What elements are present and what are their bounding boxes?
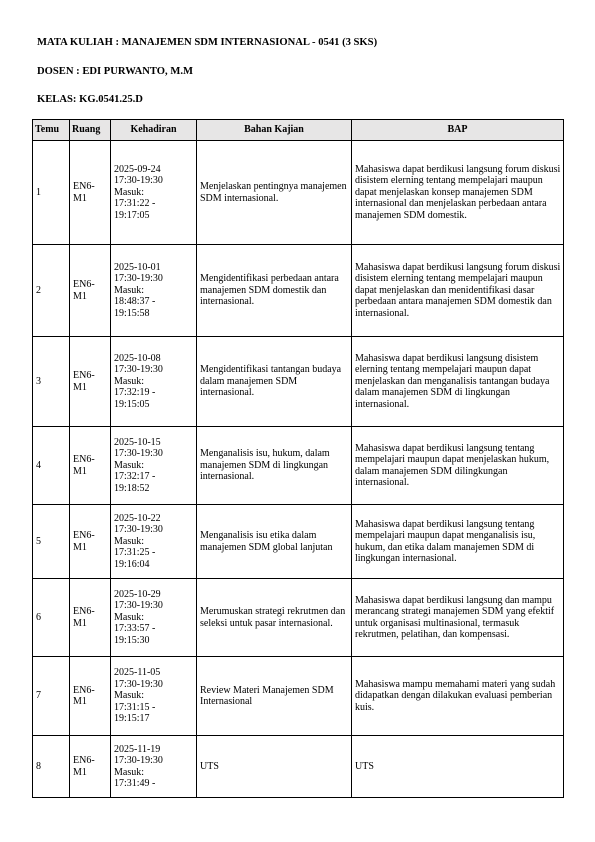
cell-kehadiran-line: 2025-10-29 [114, 588, 161, 600]
cell-kehadiran-line: Masuk: [114, 611, 144, 623]
cell-bahan-kajian: Merumuskan strategi rekrutmen dan seleksi untuk pasar internasional. [197, 579, 352, 657]
table-row [33, 141, 564, 245]
cell-kehadiran-line: 17:31:15 - [114, 701, 156, 713]
cell-kehadiran-line: 17:30-19:30 [114, 448, 163, 460]
table-row [33, 427, 564, 505]
cell-kehadiran-line: 17:31:22 - [114, 198, 156, 210]
cell-ruang [70, 736, 111, 798]
cell-kehadiran [111, 427, 197, 505]
cell-bahan-kajian: Menjelaskan pentingnya manajemen SDM internasional. [197, 141, 352, 245]
cell-kehadiran [111, 337, 197, 427]
cell-kehadiran-line: 2025-10-08 [114, 352, 161, 364]
cell-ruang-line: EN6- [73, 370, 95, 382]
cell-ruang-line: EN6- [73, 684, 95, 696]
table-row [33, 337, 564, 427]
cell-ruang-line: M1 [73, 192, 87, 204]
cell-kehadiran [111, 579, 197, 657]
cell-bap: Mahasiswa dapat berdikusi langsung tentang mempelajari maupun dapat menjelaskan hukum, dalam manajemen SDM dilingkungan internasional. [352, 427, 564, 505]
col-header-bap: BAP [352, 120, 564, 141]
cell-kehadiran [111, 736, 197, 798]
cell-kehadiran [111, 505, 197, 579]
cell-kehadiran-line: 19:15:30 [114, 634, 150, 646]
cell-temu: 2 [33, 245, 70, 337]
table-row [33, 245, 564, 337]
cell-kehadiran-line: Masuk: [114, 284, 144, 296]
class-code: KELAS: KG.0541.25.D [37, 94, 143, 105]
cell-ruang-line: M1 [73, 766, 87, 778]
cell-ruang-line: EN6- [73, 279, 95, 291]
cell-ruang-line: EN6- [73, 606, 95, 618]
cell-bahan-kajian: Mengidentifikasi tantangan budaya dalam manajemen SDM internasional. [197, 337, 352, 427]
cell-ruang-line: EN6- [73, 530, 95, 542]
cell-kehadiran-line: 2025-11-19 [114, 743, 161, 755]
cell-kehadiran-line: 2025-10-01 [114, 261, 161, 273]
cell-kehadiran-line: Masuk: [114, 690, 144, 702]
cell-temu: 3 [33, 337, 70, 427]
cell-kehadiran-line: 17:30-19:30 [114, 755, 163, 767]
cell-temu: 4 [33, 427, 70, 505]
cell-kehadiran-line: Masuk: [114, 766, 144, 778]
cell-bahan-kajian: Menganalisis isu, hukum, dalam manajemen SDM di lingkungan internasional. [197, 427, 352, 505]
table-row [33, 736, 564, 798]
cell-kehadiran-line: 17:30-19:30 [114, 364, 163, 376]
cell-ruang-line: EN6- [73, 755, 95, 767]
cell-ruang [70, 141, 111, 245]
cell-kehadiran-line: 17:30-19:30 [114, 600, 163, 612]
cell-ruang-line: M1 [73, 617, 87, 629]
cell-bahan-kajian: Mengidentifikasi perbedaan antara manajemen SDM domestik dan internasional. [197, 245, 352, 337]
cell-kehadiran-line: Masuk: [114, 186, 144, 198]
cell-ruang-line: M1 [73, 290, 87, 302]
cell-kehadiran-line: 17:30-19:30 [114, 524, 163, 536]
table-row [33, 505, 564, 579]
cell-ruang-line: M1 [73, 696, 87, 707]
cell-kehadiran [111, 245, 197, 337]
cell-kehadiran [111, 141, 197, 245]
col-header-temu: Temu [33, 120, 70, 141]
cell-ruang-line: EN6- [73, 181, 95, 193]
cell-kehadiran-line: Masuk: [114, 375, 144, 387]
table-row [33, 579, 564, 657]
col-header-kehadiran: Kehadiran [111, 120, 197, 141]
course-title: MATA KULIAH : MANAJEMEN SDM INTERNASIONAL - 0541 (3 SKS) [37, 37, 378, 48]
cell-kehadiran-line: 19:18:52 [114, 482, 150, 494]
cell-ruang-line: M1 [73, 465, 87, 477]
cell-kehadiran-line: 17:31:49 - [114, 777, 156, 789]
cell-kehadiran-line: 2025-10-15 [114, 436, 161, 448]
cell-kehadiran [111, 657, 197, 736]
cell-kehadiran-line: 17:31:25 - [114, 547, 156, 559]
cell-kehadiran-line: 19:15:05 [114, 398, 150, 410]
cell-kehadiran-line: 17:30-19:30 [114, 678, 163, 690]
cell-kehadiran-line: 19:16:04 [114, 558, 150, 570]
cell-bap: Mahasiswa mampu memahami materi yang sudah didapatkan dengan dilakukan evaluasi pemberian kuis. [352, 657, 564, 736]
table-row [33, 657, 564, 736]
cell-bap: Mahasiswa dapat berdikusi langsung disistem elerning tentang mempelajari maupun dapat menjelaskan dan menganalisis tantangan budaya dalam manajemen SDM di lingkungan internasional. [352, 337, 564, 427]
cell-kehadiran-line: 19:15:17 [114, 713, 150, 725]
cell-kehadiran-line: 17:33:57 - [114, 623, 156, 635]
cell-bahan-kajian: UTS [197, 736, 352, 798]
cell-ruang-line: EN6- [73, 454, 95, 466]
cell-bap: Mahasiswa dapat berdikusi langsung forum diskusi disistem elerning tentang mempelajari maupun dapat menjelaskan dan menidentifikasi dasar perbedaan antara manajemen SDM domestik dan internasional. [352, 245, 564, 337]
cell-bahan-kajian: Review Materi Manajemen SDM Internasional [197, 657, 352, 736]
cell-ruang-line: M1 [73, 381, 87, 393]
cell-kehadiran-line: 18:48:37 - [114, 296, 156, 308]
cell-kehadiran-line: 17:32:17 - [114, 471, 156, 483]
cell-ruang [70, 427, 111, 505]
col-header-bahan-kajian: Bahan Kajian [197, 120, 352, 141]
cell-kehadiran-line: 17:30-19:30 [114, 273, 163, 285]
cell-bap: Mahasiswa dapat berdikusi langsung dan mampu merancang strategi manajemen SDM yang efektif untuk organisasi multinasional, termasuk rekrutmen, pelatihan, dan kompensasi. [352, 579, 564, 657]
attendance-table [32, 119, 564, 798]
cell-temu: 8 [33, 736, 70, 798]
cell-ruang-line: M1 [73, 541, 87, 553]
cell-kehadiran-line: 17:32:19 - [114, 387, 156, 399]
col-header-ruang: Ruang [70, 120, 111, 141]
cell-kehadiran-line: Masuk: [114, 535, 144, 547]
cell-kehadiran-line: 2025-11-05 [114, 667, 161, 679]
cell-temu: 6 [33, 579, 70, 657]
cell-ruang [70, 505, 111, 579]
cell-temu: 7 [33, 657, 70, 736]
cell-ruang [70, 245, 111, 337]
cell-kehadiran-line: 17:30-19:30 [114, 175, 163, 187]
cell-kehadiran-line: 19:15:58 [114, 307, 150, 319]
cell-bap: Mahasiswa dapat berdikusi langsung forum diskusi disistem elerning tentang mempelajari maupun dapat menjelaskan konsep manajemen SDM internasional dan menjelaskan perbedaan antara manajemen SDM domestik. [352, 141, 564, 245]
cell-temu: 5 [33, 505, 70, 579]
cell-temu: 1 [33, 141, 70, 245]
lecturer-name: DOSEN : EDI PURWANTO, M.M [37, 66, 193, 77]
cell-ruang [70, 337, 111, 427]
cell-kehadiran-line: Masuk: [114, 459, 144, 471]
cell-bap: UTS [352, 736, 564, 798]
cell-bap: Mahasiswa dapat berdikusi langsung tentang mempelajari maupun dapat menganalisis isu, hukum, dan etika dalam manajemen SDM di lingkungan internasional. [352, 505, 564, 579]
cell-kehadiran-line: 2025-09-24 [114, 163, 161, 175]
cell-ruang [70, 657, 111, 736]
table-header-row [33, 120, 564, 141]
cell-kehadiran-line: 2025-10-22 [114, 512, 161, 524]
cell-kehadiran-line: 19:17:05 [114, 209, 150, 221]
cell-ruang [70, 579, 111, 657]
cell-bahan-kajian: Menganalisis isu etika dalam manajemen SDM global lanjutan [197, 505, 352, 579]
